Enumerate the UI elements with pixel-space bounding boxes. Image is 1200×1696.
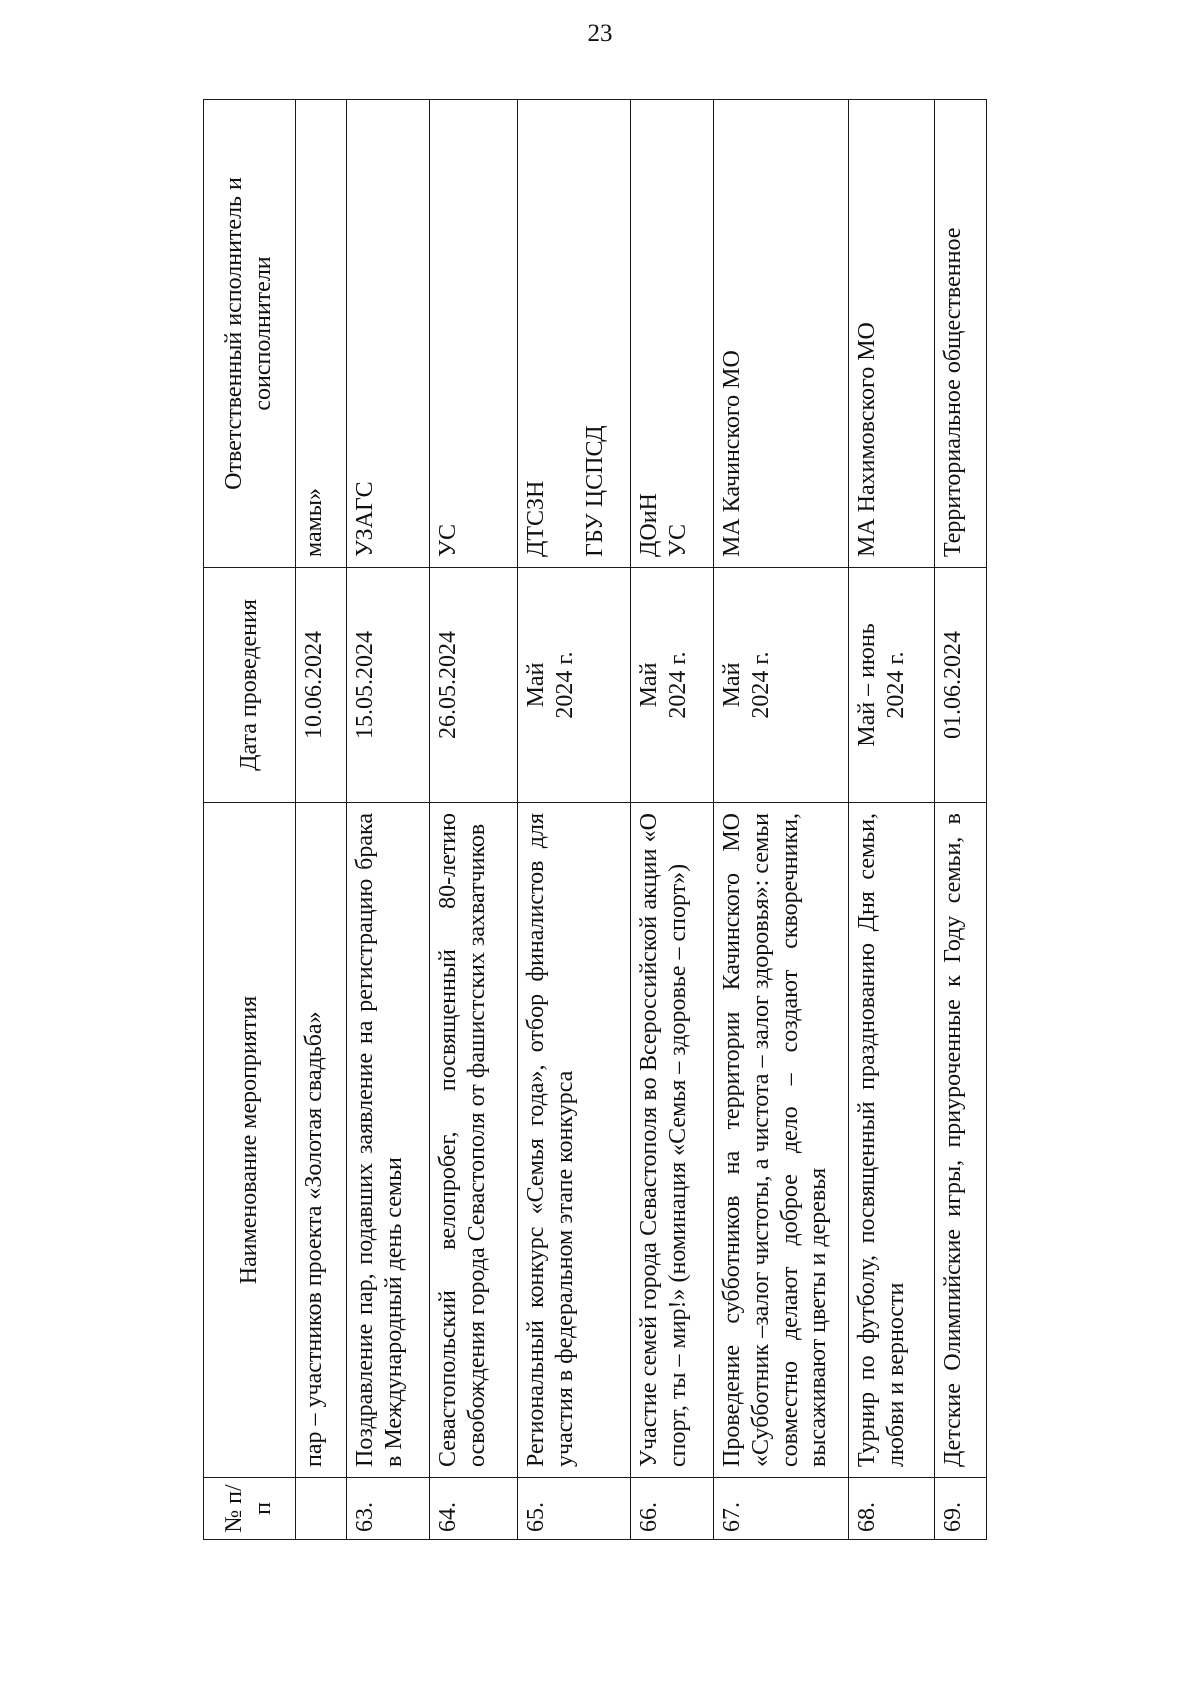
row-date (714, 568, 849, 803)
row-responsible (518, 100, 631, 568)
header-number: № п/п (204, 1478, 296, 1540)
row-date (430, 568, 518, 803)
row-date-line: Май – июнь (854, 623, 880, 747)
row-date-line: 2024 г. (882, 651, 909, 719)
row-date (347, 568, 430, 803)
table-row (347, 100, 430, 1540)
header-responsible: Ответственный исполнитель и соисполнители (204, 100, 296, 568)
row-responsible-line: мамы» (301, 488, 327, 557)
row-responsible-line: УЗАГС (352, 481, 378, 557)
events-table (203, 99, 987, 1540)
row-responsible-line: МА Нахимовского МО (854, 322, 880, 557)
row-responsible (430, 100, 518, 568)
row-date-line: 2024 г. (664, 651, 691, 719)
row-date-line: 2024 г. (747, 651, 774, 719)
row-number: 64. (430, 1478, 518, 1540)
table-row (518, 100, 631, 1540)
row-date-line: 01.06.2024 (940, 631, 966, 739)
row-date (296, 568, 347, 803)
row-date-line: 2024 г. (551, 651, 578, 719)
table-row (430, 100, 518, 1540)
table-header-row (204, 100, 296, 1540)
row-date (631, 568, 714, 803)
row-date-line: Май (636, 662, 662, 708)
row-date (935, 568, 987, 803)
row-number (296, 1478, 347, 1540)
row-responsible-line: ДТСЗН (523, 480, 549, 557)
row-responsible (347, 100, 430, 568)
row-date-line: 26.05.2024 (435, 631, 461, 739)
row-responsible-line: МА Качинского МО (719, 350, 745, 557)
table-row (714, 100, 849, 1540)
row-name: Турнир по футболу, посвященный празднованию Дня семьи, любви и верности (849, 803, 935, 1478)
row-date-line: 10.06.2024 (301, 631, 327, 739)
header-date: Дата проведения (204, 568, 296, 803)
row-responsible-line: УС (664, 524, 691, 557)
row-number: 65. (518, 1478, 631, 1540)
row-date (518, 568, 631, 803)
row-number: 66. (631, 1478, 714, 1540)
table-row (296, 100, 347, 1540)
row-responsible (935, 100, 987, 568)
row-number: 69. (935, 1478, 987, 1540)
table-row (849, 100, 935, 1540)
row-number: 67. (714, 1478, 849, 1540)
page-number: 23 (587, 20, 613, 47)
rotated-table-wrapper (203, 100, 1033, 1540)
row-name: Севастопольский велопробег, посвященный 80-летию освобождения города Севастополя от фашистских захватчиков (430, 803, 518, 1478)
row-responsible (296, 100, 347, 568)
row-name: пар – участников проекта «Золотая свадьба» (296, 803, 347, 1478)
row-responsible (849, 100, 935, 568)
row-name: Детские Олимпийские игры, приуроченные к Году семьи, в (935, 803, 987, 1478)
row-number: 63. (347, 1478, 430, 1540)
row-responsible-line: ГБУ ЦСПСД (581, 425, 608, 557)
header-name: Наименование мероприятия (204, 803, 296, 1478)
table-row (935, 100, 987, 1540)
row-responsible-line: ДОиН (636, 493, 662, 557)
row-number: 68. (849, 1478, 935, 1540)
row-name: Поздравление пар, подавших заявление на регистрацию брака в Международный день семьи (347, 803, 430, 1478)
row-responsible (631, 100, 714, 568)
row-name: Участие семей города Севастополя во Всероссийской акции «О спорт, ты – мир!» (номинация «Семья – здоровье – спорт») (631, 803, 714, 1478)
table-row (631, 100, 714, 1540)
row-name: Проведение субботников на территории Качинского МО «Субботник –залог чистоты, а чистота – залог здоровья»: семьи совместно делают доброе дело – создают скворечники, высаживают цветы и деревья (714, 803, 849, 1478)
row-date (849, 568, 935, 803)
row-responsible-line: УС (435, 524, 461, 557)
row-date-line: 15.05.2024 (352, 631, 378, 739)
row-date-line: Май (523, 662, 549, 708)
row-responsible-line: Территориальное общественное (940, 227, 966, 557)
row-date-line: Май (719, 662, 745, 708)
row-name: Региональный конкурс «Семья года», отбор финалистов для участия в федеральном этапе конкурса (518, 803, 631, 1478)
row-responsible (714, 100, 849, 568)
